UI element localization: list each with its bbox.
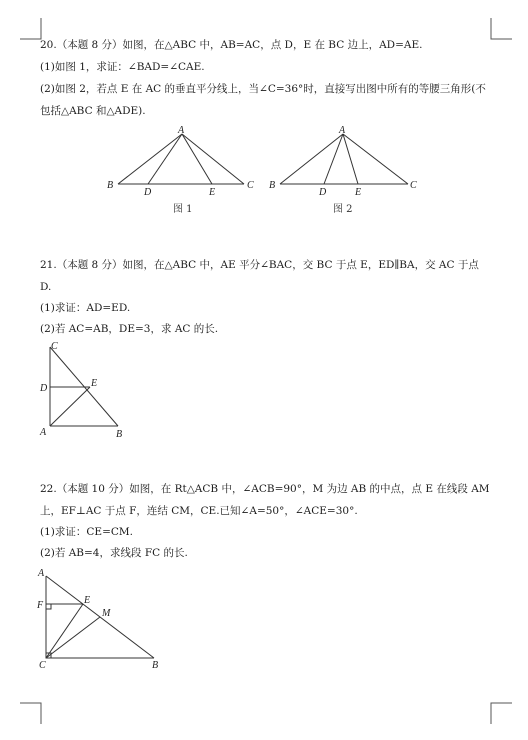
fig2-label-A: A [339,125,346,136]
problem-21-line-1: 21.（本题 8 分）如图，在△ABC 中，AE 平分∠BAC，交 BC 于点 E，ED∥BA，交 AC 于点 [40,259,479,271]
figure-20-2-caption: 图 2 [333,204,353,215]
figure-22 [36,564,166,674]
problem-21-line-4: (2)若 AC=AB，DE=3，求 AC 的长. [40,323,219,335]
fig21-label-B: B [116,429,123,440]
figure-21 [36,340,136,440]
crop-mark-top-right [488,18,512,42]
figure-20-1-caption: 图 1 [173,204,193,215]
fig21-label-A: A [40,427,47,438]
fig2-label-E: E [355,187,362,197]
fig1-label-E: E [209,187,216,197]
crop-mark-bottom-left [20,700,44,724]
problem-20-line-4: 包括△ABC 和△ADE). [40,105,146,117]
fig22-label-F: F [37,600,44,611]
fig22-label-E: E [84,595,91,606]
fig22-label-C: C [39,660,46,671]
problem-22-line-3: (1)求证：CE=CM. [40,526,133,538]
problem-20-line-2: (1)如图 1，求证：∠BAD=∠CAE. [40,61,205,73]
problem-22-line-4: (2)若 AB=4，求线段 FC 的长. [40,547,188,559]
problem-21-line-3: (1)求证：AD=ED. [40,302,131,314]
crop-mark-bottom-right [488,700,512,724]
figure-20-2 [268,122,433,197]
figure-20-1 [100,122,265,197]
fig1-label-D: D [144,187,152,197]
problem-20-line-3: (2)如图 2，若点 E 在 AC 的垂直平分线上，当∠C=36°时，直接写出图中所有的等腰三角形(不 [40,83,486,95]
problem-22-line-1: 22.（本题 10 分）如图，在 Rt△ACB 中，∠ACB=90°，M 为边 AB 的中点，点 E 在线段 AM [40,483,490,495]
fig2-label-D: D [319,187,327,197]
problem-21-line-2: D. [40,281,52,293]
fig1-label-A: A [178,125,185,136]
fig2-label-B: B [269,180,276,191]
fig21-label-C: C [51,341,58,352]
fig21-label-D: D [40,383,48,394]
fig1-label-C: C [247,180,254,191]
fig22-label-M: M [102,608,111,619]
fig22-label-B: B [152,660,159,671]
fig1-label-B: B [107,180,114,191]
fig2-label-C: C [410,180,417,191]
problem-20-line-1: 20.（本题 8 分）如图，在△ABC 中，AB=AC，点 D，E 在 BC 边上，AD=AE. [40,39,423,51]
problem-22-line-2: 上，EF⊥AC 于点 F，连结 CM，CE.已知∠A=50°，∠ACE=30°. [40,505,358,517]
fig22-label-A: A [38,568,45,579]
fig21-label-E: E [91,378,98,389]
